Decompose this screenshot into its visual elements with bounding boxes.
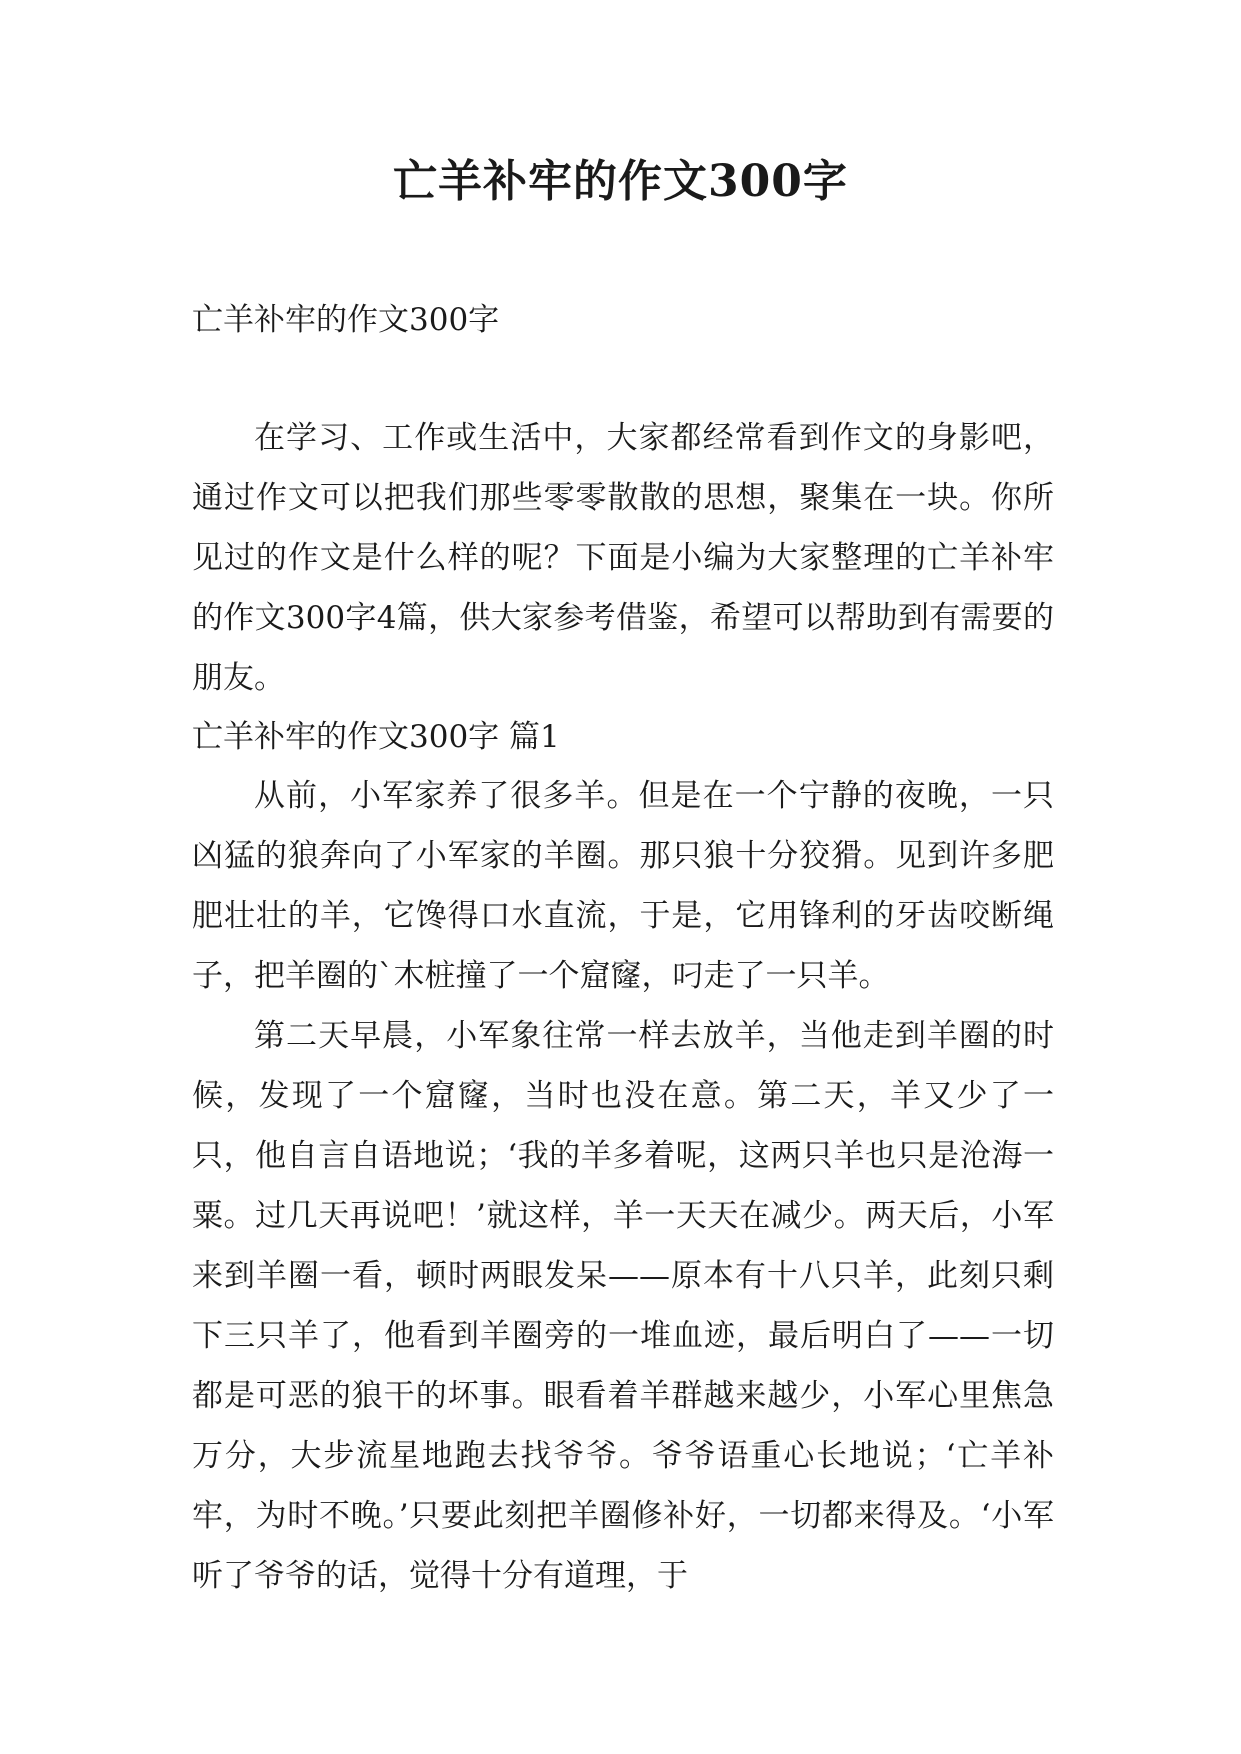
section-heading: 亡羊补牢的作文300字 篇1: [192, 719, 560, 755]
body-paragraph-2: 第二天早晨，小军象往常一样去放羊，当他走到羊圈的时候，发现了一个窟窿，当时也没在意。第二天，羊又少了一只，他自言自语地说；‘我的羊多着呢，这两只羊也只是沧海一粟。过几天再说吧！’就这样，羊一天天在减少。两天后，小军来到羊圈一看，顿时两眼发呆——原本有十八只羊，此刻只剩下三只羊了，他看到羊圈旁的一堆血迹，最后明白了——一切都是可恶的狼干的坏事。眼看着羊群越来越少，小军心里焦急万分，大步流星地跑去找爷爷。爷爷语重心长地说；‘亡羊补牢，为时不晚。’只要此刻把羊圈修补好，一切都来得及。‘小军听了爷爷的话，觉得十分有道理，于: [192, 1018, 1054, 1594]
body-paragraph-1: 从前，小军家养了很多羊。但是在一个宁静的夜晚，一只凶猛的狼奔向了小军家的羊圈。那只狼十分狡猾。见到许多肥肥壮壮的羊，它馋得口水直流，于是，它用锋利的牙齿咬断绳子，把羊圈的`木桩撞了一个窟窿，叼走了一只羊。: [192, 778, 1054, 994]
intro-paragraph: 在学习、工作或生活中，大家都经常看到作文的身影吧，通过作文可以把我们那些零零散散的思想，聚集在一块。你所见过的作文是什么样的呢？下面是小编为大家整理的亡羊补牢的作文300字4篇，供大家参考借鉴，希望可以帮助到有需要的朋友。: [192, 420, 1054, 696]
document-title: 亡羊补牢的作文300字: [393, 156, 848, 207]
document-body: [192, 290, 1054, 1606]
document-subtitle: 亡羊补牢的作文300字: [192, 302, 500, 338]
